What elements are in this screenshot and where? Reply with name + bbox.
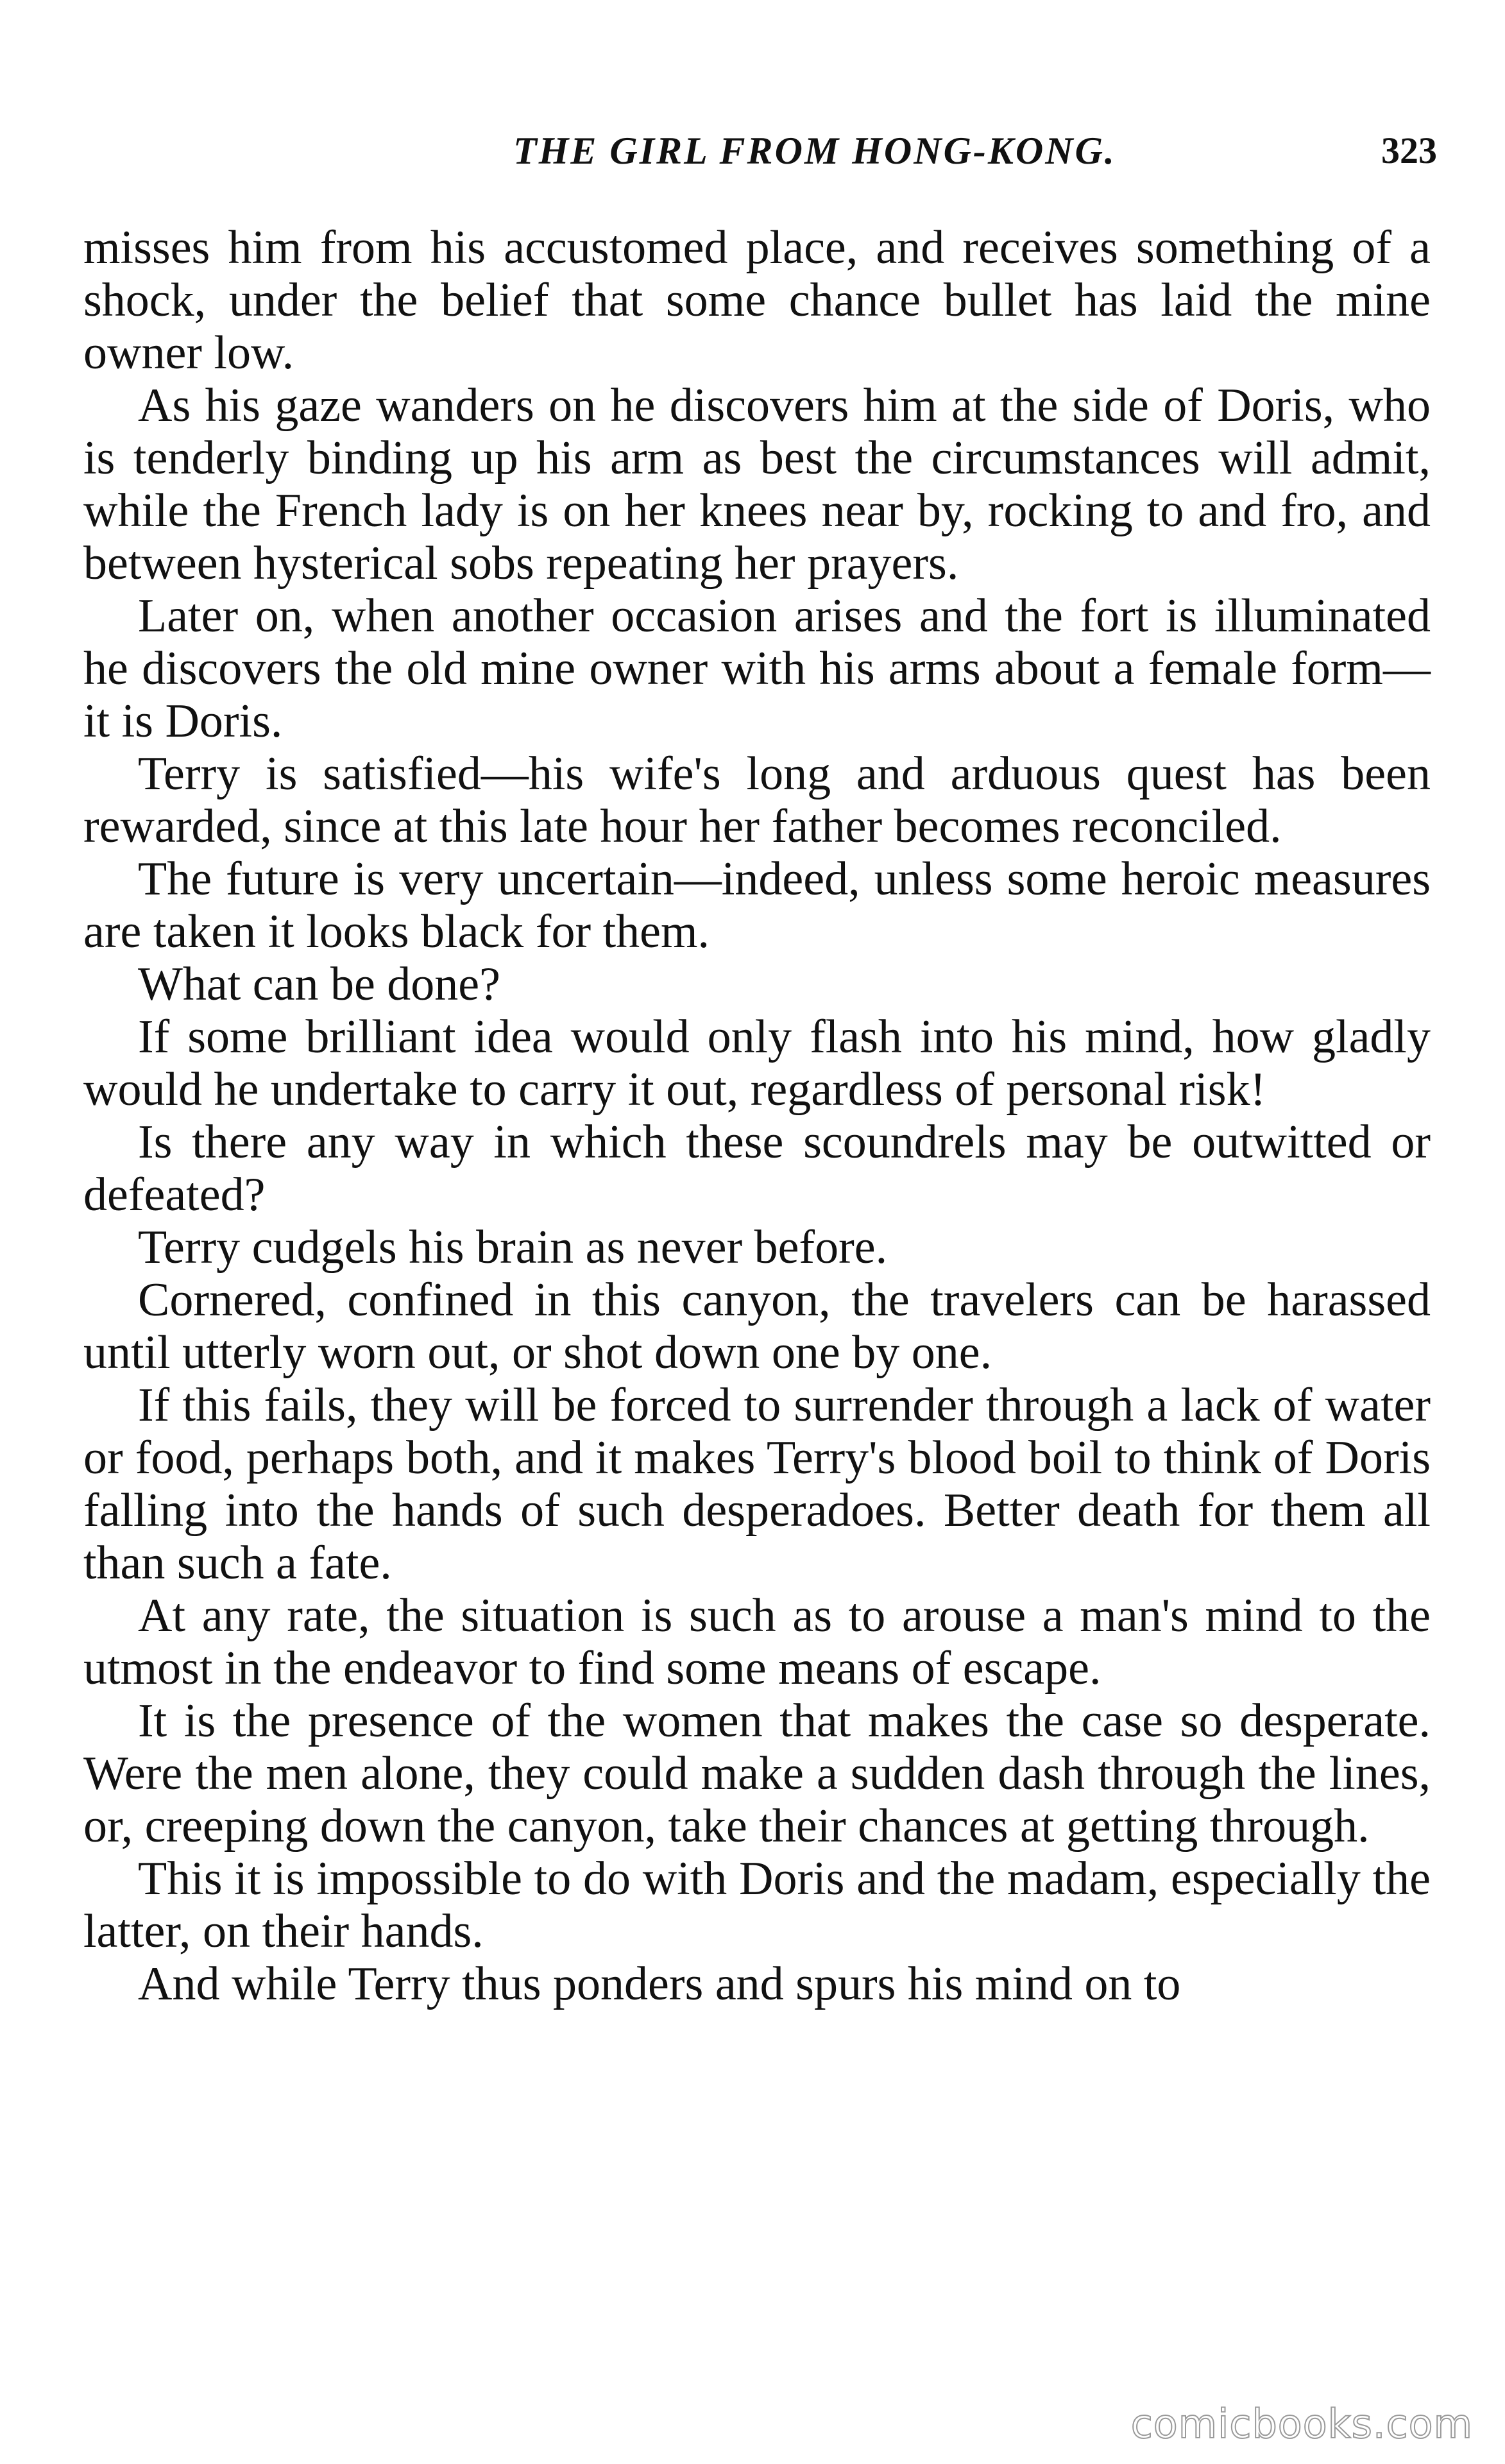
paragraph: Is there any way in which these scoundrels may be outwitted or defeated? (83, 1116, 1431, 1221)
paragraph: What can be done? (138, 958, 500, 1011)
paragraph: Terry is satisfied—his wife's long and arduous quest has been rewarded, since at this late hour her father becomes reconciled. (83, 748, 1431, 853)
paragraph: And while Terry thus ponders and spurs his mind on to (138, 1958, 1181, 2010)
paragraph: It is the presence of the women that makes the case so desperate. Were the men alone, they could make a sudden dash through the lines, or, creeping down the canyon, take their chances at getting through. (83, 1695, 1431, 1852)
paragraph: Terry cudgels his brain as never before. (138, 1221, 888, 1274)
paragraph: As his gaze wanders on he discovers him at the side of Doris, who is tenderly binding up his arm as best the circumstances will admit, while the French lady is on her knees near by, rocking to and fro, and between hysterical sobs repeating her prayers. (83, 379, 1431, 590)
running-title: THE GIRL FROM HONG-KONG. (513, 130, 1116, 172)
watermark: comicbooks.com (1130, 2400, 1473, 2447)
paragraph: The future is very uncertain—indeed, unless some heroic measures are taken it looks black for them. (83, 853, 1431, 958)
running-head (83, 122, 1437, 180)
paragraph: Later on, when another occasion arises and the fort is illuminated he discovers the old mine owner with his arms about a female form—it is Doris. (83, 590, 1431, 748)
paragraph: Cornered, confined in this canyon, the travelers can be harassed until utterly worn out, or shot down one by one. (83, 1274, 1431, 1379)
body-text (83, 221, 1431, 2010)
paragraph: If some brilliant idea would only flash into his mind, how gladly would he undertake to carry it out, regardless of personal risk! (83, 1011, 1431, 1116)
page-number: 323 (1381, 130, 1437, 171)
paragraph: If this fails, they will be forced to surrender through a lack of water or food, perhaps both, and it makes Terry's blood boil to think of Doris falling into the hands of such desperadoes. Better death for them all than such a fate. (83, 1379, 1431, 1589)
paragraph: At any rate, the situation is such as to arouse a man's mind to the utmost in the endeavor to find some means of escape. (83, 1589, 1431, 1695)
paragraph: This it is impossible to do with Doris and the madam, especially the latter, on their hands. (83, 1852, 1431, 1958)
paragraph: misses him from his accustomed place, and receives something of a shock, under the belief that some chance bullet has laid the mine owner low. (83, 221, 1431, 379)
